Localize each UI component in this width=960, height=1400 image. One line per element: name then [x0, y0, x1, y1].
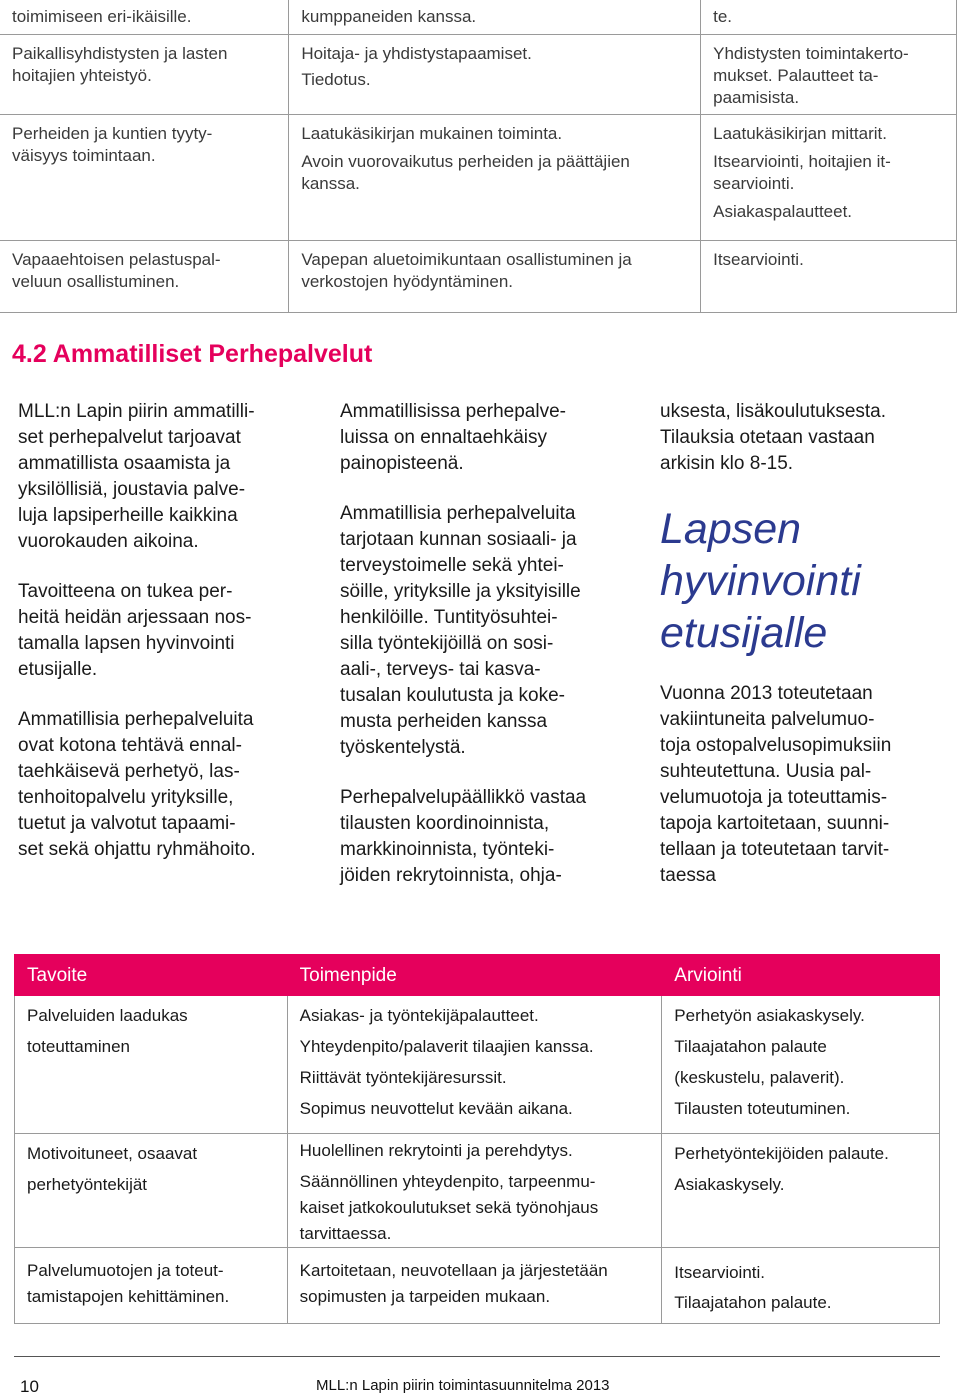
text-line: tusalan koulutusta ja koke- — [340, 685, 565, 706]
cell-line: (keskustelu, palaverit). — [674, 1068, 845, 1087]
paragraph — [340, 399, 630, 477]
cell-line: Tiedotus. — [301, 69, 371, 89]
cell-line: tarvittaessa. — [299, 1224, 392, 1243]
text-line: jöiden rekrytoinnista, ohja- — [340, 865, 562, 886]
cell-line: Itsearviointi. — [713, 249, 804, 269]
cell-line: Motivoituneet, osaavat — [27, 1144, 198, 1163]
pull-quote-line: etusijalle — [660, 609, 828, 657]
cell-line: paamisista. — [713, 87, 800, 107]
table-cell — [701, 34, 957, 114]
text-line: arkisin klo 8-15. — [660, 453, 794, 474]
table-cell — [15, 1134, 288, 1248]
text-line: toja ostopalvelusopimuksiin — [660, 735, 892, 756]
cell-line: Avoin vuorovaikutus perheiden ja päättäjien — [301, 151, 630, 171]
text-line: set sekä ohjattu ryhmähoito. — [18, 839, 256, 860]
table-cell — [701, 0, 957, 34]
table-cell — [15, 1248, 288, 1324]
cell-line: Paikallisyhdistysten ja lasten — [12, 43, 228, 63]
text-line: painopisteenä. — [340, 453, 464, 474]
cell-line: kaiset jatkokoulutukset sekä työnohjaus — [299, 1198, 599, 1217]
text-line: ovat kotona tehtävä ennal- — [18, 735, 242, 756]
text-column-3 — [660, 399, 950, 913]
text-line: Vuonna 2013 toteutetaan — [660, 683, 873, 704]
cell-line: Tilaajatahon palaute — [674, 1037, 827, 1056]
cell-line: perhetyöntekijät — [27, 1175, 148, 1194]
text-line: uksesta, lisäkoulutuksesta. — [660, 401, 887, 422]
cell-line: searviointi. — [713, 173, 795, 193]
text-line: tenhoitopalvelu yrityksille, — [18, 787, 234, 808]
cell-line: hoitajien yhteistyö. — [12, 65, 152, 85]
cell-line: Tilausten toteutuminen. — [674, 1099, 851, 1118]
cell-line: kumppaneiden kanssa. — [301, 7, 477, 26]
pull-quote — [660, 503, 950, 659]
cell-line: veluun osallistuminen. — [12, 271, 180, 291]
cell-line: väisyys toimintaan. — [12, 145, 156, 165]
table-cell — [289, 34, 701, 114]
text-line: Ammatillisissa perhepalve- — [340, 401, 566, 422]
text-line: aali-, terveys- tai kasva- — [340, 659, 541, 680]
cell-line: verkostojen hyödyntäminen. — [301, 271, 513, 291]
text-line: etusijalle. — [18, 659, 98, 680]
text-line: set perhepalvelut tarjoavat — [18, 427, 241, 448]
cell-line: Perhetyön asiakaskysely. — [674, 1006, 865, 1025]
cell-line: tamistapojen kehittäminen. — [27, 1287, 230, 1306]
table-row — [0, 34, 957, 114]
table-cell — [701, 114, 957, 240]
cell-line: Sopimus neuvottelut kevään aikana. — [299, 1099, 573, 1118]
text-line: velumuotoja ja toteuttamis- — [660, 787, 888, 808]
cell-line: Perheiden ja kuntien tyyty- — [12, 123, 213, 143]
text-line: Tilauksia otetaan vastaan — [660, 427, 875, 448]
text-column-1 — [18, 399, 308, 887]
table-cell — [287, 996, 662, 1134]
footer-divider — [14, 1356, 940, 1357]
text-line: henkilöille. Tuntityösuhtei- — [340, 607, 558, 628]
table-cell — [662, 1134, 940, 1248]
table-cell — [662, 1248, 940, 1324]
paragraph — [340, 785, 630, 889]
paragraph — [18, 707, 308, 863]
text-line: tilausten koordinoinnista, — [340, 813, 550, 834]
cell-line: Hoitaja- ja yhdistystapaamiset. — [301, 43, 532, 63]
table-cell — [289, 240, 701, 312]
table-row — [0, 0, 957, 34]
paragraph — [660, 681, 950, 889]
paragraph — [18, 399, 308, 555]
text-line: työskentelystä. — [340, 737, 466, 758]
cell-line: Itsearviointi. — [674, 1263, 765, 1282]
table-cell — [0, 0, 289, 34]
cell-line: Palveluiden laadukas — [27, 1006, 188, 1025]
cell-line: Itsearviointi, hoitajien it- — [713, 151, 891, 171]
cell-line: Yhteydenpito/palaverit tilaajien kanssa. — [299, 1037, 594, 1056]
cell-line: Vapepan aluetoimikuntaan osallistuminen ja — [301, 249, 632, 269]
cell-line: Huolellinen rekrytointi ja perehdytys. — [299, 1141, 573, 1160]
cell-line: toimimiseen eri-ikäisille. — [12, 7, 192, 26]
text-line: terveystoimelle sekä yhtei- — [340, 555, 564, 576]
cell-line: Kartoitetaan, neuvotellaan ja järjestetään — [299, 1261, 608, 1280]
cell-line: Säännöllinen yhteydenpito, tarpeenmu- — [299, 1172, 596, 1191]
pull-quote-line: hyvinvointi — [660, 557, 861, 605]
cell-line: te. — [713, 7, 733, 26]
table-cell — [289, 0, 701, 34]
cell-line: Yhdistysten toimintakerto- — [713, 43, 909, 63]
text-line: taessa — [660, 865, 716, 886]
text-line: tellaan ja toteutetaan tarvit- — [660, 839, 890, 860]
text-line: luja lapsiperheille kaikkina — [18, 505, 238, 526]
cell-line: Laatukäsikirjan mukainen toiminta. — [301, 123, 563, 143]
text-line: heitä heidän arjessaan nos- — [18, 607, 252, 628]
text-line: suhteutettuna. Uusia pal- — [660, 761, 872, 782]
table-row — [0, 240, 957, 312]
cell-line: Asiakaskysely. — [674, 1175, 785, 1194]
table-row — [0, 114, 957, 240]
table-cell — [701, 240, 957, 312]
text-column-2 — [340, 399, 630, 913]
text-line: tuetut ja valvotut tapaami- — [18, 813, 236, 834]
section-heading: 4.2 Ammatilliset Perhepalvelut — [12, 340, 373, 368]
table-header-row — [15, 955, 940, 996]
table-cell — [289, 114, 701, 240]
goals-table — [14, 954, 940, 1324]
table-header-cell: Arviointi — [662, 955, 940, 996]
table-cell — [0, 240, 289, 312]
page-number: 10 — [20, 1377, 39, 1396]
cell-line: Riittävät työntekijäresurssit. — [299, 1068, 507, 1087]
text-line: Tavoitteena on tukea per- — [18, 581, 233, 602]
paragraph — [340, 501, 630, 761]
cell-line: toteuttaminen — [27, 1037, 131, 1056]
cell-line: sopimusten ja tarpeiden mukaan. — [299, 1287, 551, 1306]
cell-line: Asiakas- ja työntekijäpalautteet. — [299, 1006, 539, 1025]
table-cell — [287, 1134, 662, 1248]
cell-line: Vapaaehtoisen pelastuspal- — [12, 249, 221, 269]
text-line: Ammatillisia perhepalveluita — [18, 709, 254, 730]
table-header-cell: Tavoite — [15, 955, 288, 996]
cell-line: Tilaajatahon palaute. — [674, 1293, 832, 1312]
table-cell — [662, 996, 940, 1134]
table-cell — [0, 34, 289, 114]
text-line: tarjotaan kunnan sosiaali- ja — [340, 529, 577, 550]
pull-quote-line: Lapsen — [660, 505, 802, 553]
text-line: musta perheiden kanssa — [340, 711, 548, 732]
footer-document-title: MLL:n Lapin piirin toimintasuunnitelma 2013 — [316, 1377, 610, 1394]
text-line: tamalla lapsen hyvinvointi — [18, 633, 235, 654]
top-activity-table — [0, 0, 957, 313]
text-line: söille, yrityksille ja yksityisille — [340, 581, 581, 602]
text-line: taehkäisevä perhetyö, las- — [18, 761, 240, 782]
cell-line: Palvelumuotojen ja toteut- — [27, 1261, 224, 1280]
text-line: Ammatillisia perhepalveluita — [340, 503, 576, 524]
table-cell — [287, 1248, 662, 1324]
text-line: ammatillista osaamista ja — [18, 453, 231, 474]
cell-line: Laatukäsikirjan mittarit. — [713, 123, 887, 143]
cell-line: mukset. Palautteet ta- — [713, 65, 879, 85]
table-row — [15, 1134, 940, 1248]
cell-line: kanssa. — [301, 173, 360, 193]
cell-line: Asiakaspalautteet. — [713, 201, 853, 221]
text-line: silla työntekijöillä on sosi- — [340, 633, 554, 654]
table-row — [15, 1248, 940, 1324]
cell-line: Perhetyöntekijöiden palaute. — [674, 1144, 889, 1163]
text-line: markkinoinnista, työnteki- — [340, 839, 555, 860]
text-line: vakiintuneita palvelumuo- — [660, 709, 875, 730]
text-line: yksilöllisiä, joustavia palve- — [18, 479, 246, 500]
table-cell — [0, 114, 289, 240]
text-line: Perhepalvelupäällikkö vastaa — [340, 787, 587, 808]
text-line: tapoja kartoitetaan, suunni- — [660, 813, 890, 834]
table-cell — [15, 996, 288, 1134]
paragraph — [660, 399, 950, 477]
text-line: MLL:n Lapin piirin ammatilli- — [18, 401, 255, 422]
table-header-cell: Toimenpide — [287, 955, 662, 996]
paragraph — [18, 579, 308, 683]
text-line: vuorokauden aikoina. — [18, 531, 199, 552]
table-row — [15, 996, 940, 1134]
text-line: luissa on ennaltaehkäisy — [340, 427, 548, 448]
